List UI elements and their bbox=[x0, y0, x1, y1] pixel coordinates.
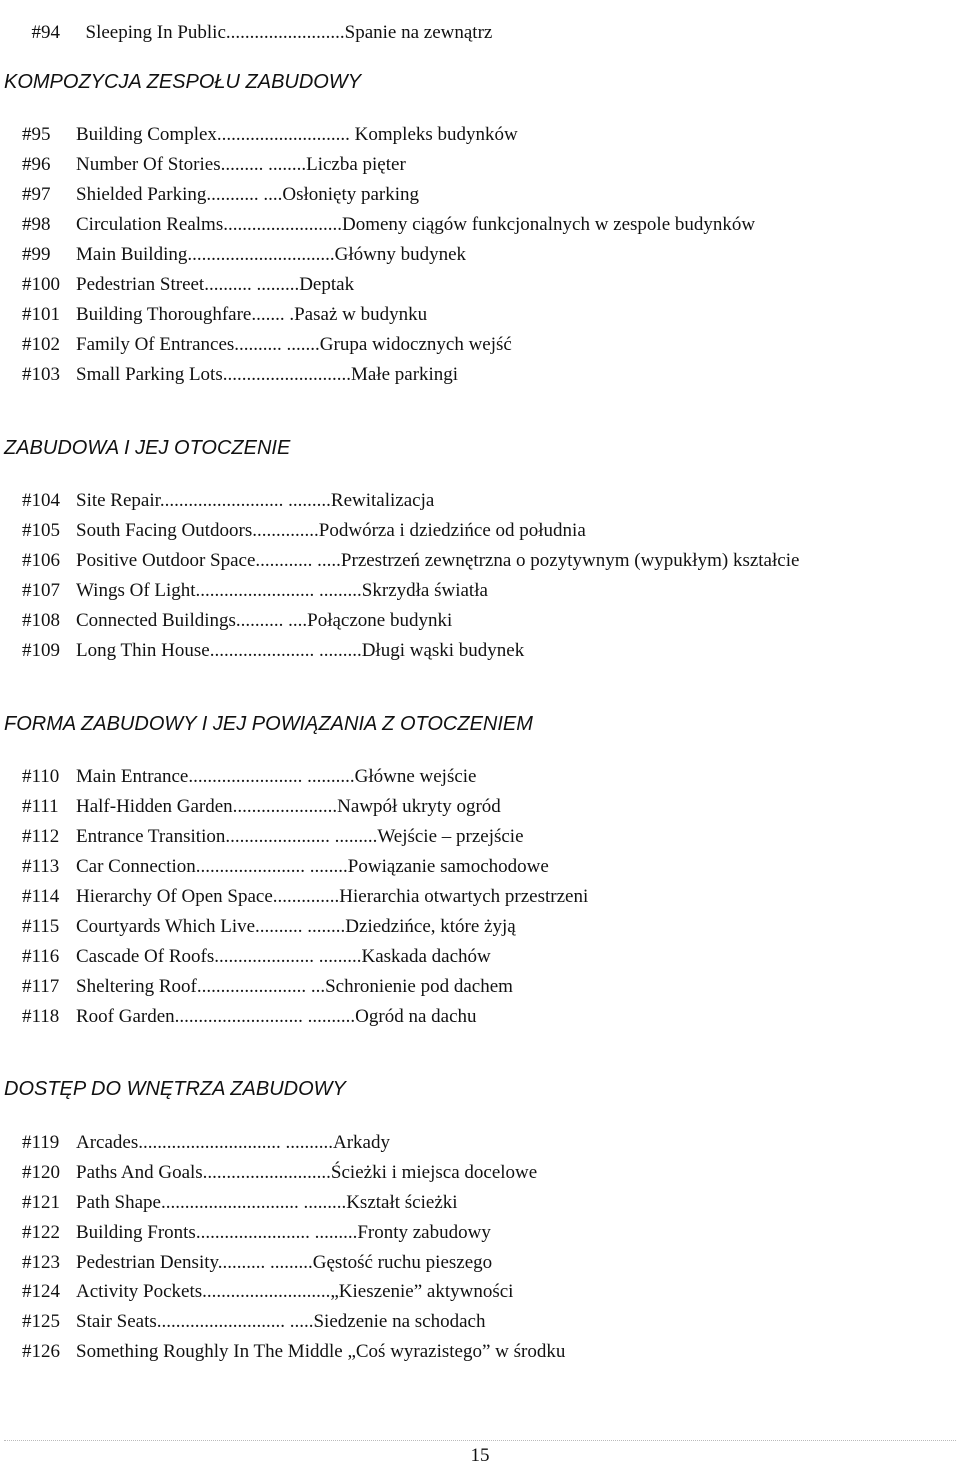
item-text: Arcades.............................. ..........Arkady bbox=[76, 1132, 390, 1153]
item-number: #109 bbox=[22, 640, 60, 661]
list-item bbox=[22, 154, 406, 176]
item-text: Number Of Stories......... ........Liczba pięter bbox=[76, 154, 406, 175]
list-item bbox=[22, 1222, 491, 1244]
item-text: Shielded Parking........... ....Osłonięty parking bbox=[76, 184, 420, 205]
item-number: #105 bbox=[22, 520, 60, 541]
list-item bbox=[22, 364, 458, 386]
item-text: Sheltering Roof....................... ...Schronienie pod dachem bbox=[76, 976, 513, 997]
item-number: #101 bbox=[22, 304, 60, 325]
item-number: #114 bbox=[22, 886, 60, 907]
item-text: South Facing Outdoors..............Podwórza i dziedzińce od południa bbox=[76, 520, 586, 541]
list-item bbox=[22, 1341, 565, 1363]
item-text: Stair Seats........................... .....Siedzenie na schodach bbox=[76, 1311, 486, 1332]
list-item bbox=[22, 1132, 390, 1154]
item-number: #100 bbox=[22, 274, 60, 295]
item-number: #117 bbox=[22, 976, 60, 997]
list-item bbox=[22, 334, 512, 356]
item-number: #110 bbox=[22, 766, 60, 787]
list-item bbox=[22, 976, 513, 998]
item-number: #108 bbox=[22, 610, 60, 631]
item-text: Entrance Transition...................... .........Wejście – przejście bbox=[76, 826, 524, 847]
top-line bbox=[22, 0, 492, 44]
list-item bbox=[22, 550, 799, 572]
item-text: Small Parking Lots...........................Małe parkingi bbox=[76, 364, 459, 385]
item-number: #120 bbox=[22, 1162, 60, 1183]
item-text: Hierarchy Of Open Space..............Hierarchia otwartych przestrzeni bbox=[76, 886, 589, 907]
section-heading: DOSTĘP DO WNĘTRZA ZABUDOWY bbox=[4, 1078, 346, 1100]
item-text: Connected Buildings.......... ....Połączone budynki bbox=[76, 610, 453, 631]
list-item bbox=[22, 184, 419, 206]
item-text: Car Connection....................... ........Powiązanie samochodowe bbox=[76, 856, 549, 877]
item-number: #97 bbox=[22, 184, 51, 205]
list-item bbox=[22, 796, 501, 818]
list-item bbox=[22, 580, 488, 602]
item-number: #102 bbox=[22, 334, 60, 355]
item-text: Main Entrance........................ ..........Główne wejście bbox=[76, 766, 477, 787]
list-item bbox=[22, 520, 586, 542]
item-text: Pedestrian Density.......... .........Gęstość ruchu pieszego bbox=[76, 1252, 493, 1273]
item-text: Wings Of Light......................... .........Skrzydła światła bbox=[76, 580, 488, 601]
item-number: #111 bbox=[22, 796, 59, 817]
item-text: Activity Pockets...........................„Kieszenie” aktywności bbox=[76, 1281, 514, 1302]
item-text: Something Roughly In The Middle „Coś wyrazistego” w środku bbox=[76, 1341, 566, 1362]
list-item bbox=[22, 214, 755, 236]
item-text: Pedestrian Street.......... .........Deptak bbox=[76, 274, 355, 295]
item-text: Site Repair.......................... .........Rewitalizacja bbox=[76, 490, 435, 511]
item-text: Long Thin House...................... .........Długi wąski budynek bbox=[76, 640, 525, 661]
item-number: #106 bbox=[22, 550, 60, 571]
list-item bbox=[22, 490, 434, 512]
item-number: #96 bbox=[22, 154, 51, 175]
list-item bbox=[22, 610, 452, 632]
item-text: Building Fronts........................ .........Fronty zabudowy bbox=[76, 1222, 491, 1243]
page-number: 15 bbox=[470, 1445, 490, 1466]
item-text: Positive Outdoor Space............ .....Przestrzeń zewnętrzna o pozytywnym (wypukłym) kształcie bbox=[76, 550, 800, 571]
item-number: #113 bbox=[22, 856, 60, 877]
list-item bbox=[22, 1162, 537, 1184]
item-number: #125 bbox=[22, 1311, 60, 1332]
item-number: #123 bbox=[22, 1252, 60, 1273]
item-text: Family Of Entrances.......... .......Grupa widocznych wejść bbox=[76, 334, 512, 355]
item-number: #98 bbox=[22, 214, 51, 235]
item-number: #121 bbox=[22, 1192, 60, 1213]
list-item bbox=[22, 1281, 513, 1303]
item-text: Roof Garden........................... ..........Ogród na dachu bbox=[76, 1006, 477, 1027]
list-item bbox=[22, 274, 354, 296]
item-number: #122 bbox=[22, 1222, 60, 1243]
list-item bbox=[22, 826, 524, 848]
item-number: #99 bbox=[22, 244, 51, 265]
list-item bbox=[22, 124, 518, 146]
footer-divider bbox=[4, 1440, 956, 1441]
list-item bbox=[22, 766, 477, 788]
list-item bbox=[22, 886, 588, 908]
item-text: Building Complex............................ Kompleks budynków bbox=[76, 124, 518, 145]
list-item bbox=[22, 1311, 485, 1333]
item-number: #95 bbox=[22, 124, 51, 145]
item-text: Sleeping In Public.........................Spanie na zewnątrz bbox=[85, 22, 493, 43]
item-number: #118 bbox=[22, 1006, 60, 1027]
list-item bbox=[22, 916, 516, 938]
item-text: Circulation Realms.........................Domeny ciągów funkcjonalnych w zespole budynków bbox=[76, 214, 756, 235]
list-item bbox=[22, 1252, 492, 1274]
item-number: #94 bbox=[31, 22, 60, 43]
list-item bbox=[22, 640, 524, 662]
section-heading: FORMA ZABUDOWY I JEJ POWIĄZANIA Z OTOCZENIEM bbox=[4, 713, 533, 735]
section-heading: ZABUDOWA I JEJ OTOCZENIE bbox=[4, 437, 291, 459]
item-number: #107 bbox=[22, 580, 60, 601]
item-text: Building Thoroughfare....... .Pasaż w budynku bbox=[76, 304, 428, 325]
item-text: Cascade Of Roofs..................... .........Kaskada dachów bbox=[76, 946, 491, 967]
item-text: Courtyards Which Live.......... ........Dziedzińce, które żyją bbox=[76, 916, 516, 937]
list-item bbox=[22, 946, 491, 968]
item-text: Main Building...............................Główny budynek bbox=[76, 244, 467, 265]
section-heading: KOMPOZYCJA ZESPOŁU ZABUDOWY bbox=[4, 71, 362, 93]
list-item bbox=[22, 244, 466, 266]
item-number: #124 bbox=[22, 1281, 60, 1302]
list-item bbox=[22, 1192, 458, 1214]
item-number: #104 bbox=[22, 490, 60, 511]
item-number: #112 bbox=[22, 826, 60, 847]
item-number: #103 bbox=[22, 364, 60, 385]
item-number: #116 bbox=[22, 946, 60, 967]
item-number: #119 bbox=[22, 1132, 60, 1153]
list-item bbox=[22, 304, 427, 326]
list-item bbox=[22, 1006, 477, 1028]
list-item bbox=[22, 856, 549, 878]
item-text: Half-Hidden Garden......................Nawpół ukryty ogród bbox=[76, 796, 501, 817]
item-text: Path Shape............................. .........Kształt ścieżki bbox=[76, 1192, 458, 1213]
item-text: Paths And Goals...........................Ścieżki i miejsca docelowe bbox=[76, 1162, 538, 1183]
item-number: #115 bbox=[22, 916, 60, 937]
item-number: #126 bbox=[22, 1341, 60, 1362]
